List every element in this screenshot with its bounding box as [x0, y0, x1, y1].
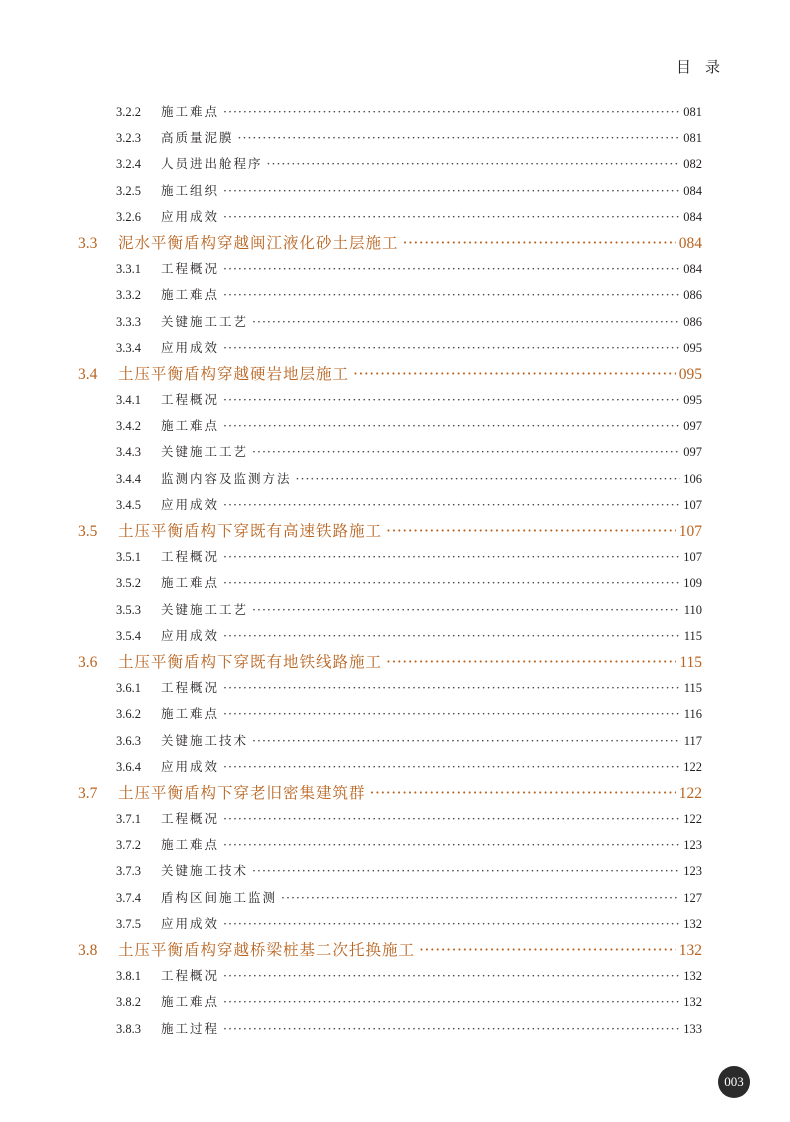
toc-number: 3.8.3 — [116, 1021, 141, 1036]
toc-entry[interactable] — [78, 282, 702, 308]
toc-number: 3.4 — [78, 365, 98, 383]
toc-entry[interactable] — [78, 675, 702, 701]
toc-leader-dots — [353, 361, 676, 387]
toc-leader-dots — [223, 701, 681, 727]
toc-page: 086 — [683, 314, 702, 329]
toc-title: 工程概况 — [161, 968, 220, 984]
toc-page: 133 — [683, 1021, 702, 1036]
toc-title: 施工难点 — [161, 994, 220, 1010]
toc-leader-dots — [223, 544, 680, 570]
toc-page: 132 — [683, 969, 702, 984]
toc-page: 132 — [678, 942, 702, 959]
toc-title: 应用成效 — [161, 339, 220, 355]
toc-number: 3.6.1 — [116, 681, 141, 696]
toc-page: 095 — [678, 365, 702, 383]
toc-entry[interactable] — [78, 309, 702, 335]
toc-page: 132 — [683, 995, 702, 1010]
toc-title: 人员进出舱程序 — [161, 156, 263, 172]
toc-entry[interactable] — [78, 570, 702, 596]
toc-number: 3.8.2 — [116, 995, 141, 1010]
toc-number: 3.3.4 — [116, 340, 141, 355]
toc-number: 3.5.4 — [116, 628, 141, 643]
toc-number: 3.7.4 — [116, 890, 141, 905]
toc-number: 3.7.3 — [116, 864, 141, 879]
toc-number: 3.8 — [78, 942, 98, 959]
toc-leader-dots — [370, 780, 676, 806]
toc-title: 施工难点 — [161, 104, 220, 119]
running-header: 目录 — [675, 58, 734, 76]
toc-leader-dots — [238, 125, 681, 151]
toc-page: 110 — [683, 602, 702, 617]
toc-leader-dots — [296, 466, 681, 492]
toc-page: 084 — [678, 234, 702, 252]
toc-page: 081 — [683, 131, 702, 146]
toc-entry[interactable] — [78, 125, 702, 151]
toc-entry[interactable] — [78, 728, 702, 754]
toc-number: 3.7 — [78, 784, 98, 802]
toc-page: 106 — [683, 471, 702, 486]
toc-entry[interactable] — [78, 413, 702, 439]
toc-page: 122 — [683, 812, 702, 827]
toc-number: 3.6.3 — [116, 733, 141, 748]
toc-number: 3.5 — [78, 523, 98, 540]
toc-leader-dots — [223, 570, 680, 596]
toc-leader-dots — [223, 754, 680, 780]
toc-title: 关键施工工艺 — [161, 601, 249, 617]
toc-leader-dots — [223, 387, 680, 413]
toc-number: 3.2.2 — [116, 105, 141, 119]
toc-page: 107 — [678, 523, 702, 540]
toc-entry[interactable] — [78, 832, 702, 858]
toc-leader-dots — [223, 911, 680, 937]
toc-leader-dots — [419, 937, 676, 963]
table-of-contents — [78, 99, 702, 1042]
toc-page: 095 — [683, 393, 702, 408]
toc-page: 097 — [683, 419, 702, 434]
toc-title: 施工难点 — [161, 418, 220, 434]
toc-page: 109 — [683, 576, 702, 591]
toc-number: 3.2.6 — [116, 209, 141, 224]
toc-leader-dots — [223, 832, 680, 858]
toc-number: 3.6 — [78, 653, 98, 671]
toc-leader-dots — [223, 335, 680, 361]
toc-title: 关键施工工艺 — [161, 444, 249, 460]
toc-title: 土压平衡盾构下穿既有地铁线路施工 — [118, 652, 383, 671]
toc-page: 123 — [683, 838, 702, 853]
toc-section-entry[interactable] — [78, 649, 702, 675]
toc-title: 应用成效 — [161, 915, 220, 931]
toc-page: 086 — [683, 288, 702, 303]
toc-title: 监测内容及监测方法 — [161, 470, 292, 486]
toc-page: 084 — [683, 209, 702, 224]
toc-title: 关键施工技术 — [161, 732, 249, 748]
toc-entry[interactable] — [78, 99, 702, 125]
toc-leader-dots — [252, 728, 681, 754]
toc-entry[interactable] — [78, 204, 702, 230]
toc-leader-dots — [223, 99, 680, 125]
toc-number: 3.3.1 — [116, 262, 141, 277]
toc-title: 土压平衡盾构穿越桥梁桩基二次托换施工 — [118, 941, 416, 959]
toc-title: 应用成效 — [161, 208, 220, 224]
toc-entry[interactable] — [78, 885, 702, 911]
toc-page: 084 — [683, 183, 702, 198]
toc-number: 3.3 — [78, 234, 98, 252]
toc-title: 工程概况 — [161, 811, 220, 827]
toc-page: 084 — [683, 262, 702, 277]
toc-entry[interactable] — [78, 1016, 702, 1042]
toc-leader-dots — [223, 989, 680, 1015]
toc-page: 081 — [683, 105, 702, 119]
toc-entry[interactable] — [78, 178, 702, 204]
toc-number: 3.7.5 — [116, 916, 141, 931]
toc-page: 082 — [683, 157, 702, 172]
toc-page: 122 — [678, 784, 702, 802]
page-number-badge: 003 — [718, 1066, 750, 1098]
toc-entry[interactable] — [78, 439, 702, 465]
toc-section-entry[interactable] — [78, 780, 702, 806]
toc-title: 高质量泥膜 — [161, 130, 234, 146]
toc-title: 施工难点 — [161, 706, 220, 722]
toc-number: 3.6.2 — [116, 707, 141, 722]
toc-entry[interactable] — [78, 989, 702, 1015]
toc-leader-dots — [252, 439, 680, 465]
toc-leader-dots — [223, 492, 680, 518]
toc-section-entry[interactable] — [78, 361, 702, 387]
toc-title: 施工难点 — [161, 837, 220, 853]
toc-leader-dots — [223, 963, 680, 989]
toc-number: 3.5.1 — [116, 550, 141, 565]
toc-title: 施工难点 — [161, 575, 220, 591]
toc-page: 115 — [683, 628, 702, 643]
toc-leader-dots — [403, 230, 676, 256]
toc-title: 应用成效 — [161, 496, 220, 512]
toc-title: 盾构区间施工监测 — [161, 889, 278, 905]
toc-number: 3.8.1 — [116, 969, 141, 984]
toc-entry[interactable] — [78, 151, 702, 177]
toc-entry[interactable] — [78, 335, 702, 361]
toc-number: 3.6.4 — [116, 759, 141, 774]
toc-leader-dots — [223, 256, 680, 282]
toc-number: 3.2.4 — [116, 157, 141, 172]
toc-page: 107 — [683, 497, 702, 512]
toc-entry[interactable] — [78, 701, 702, 727]
toc-leader-dots — [223, 178, 680, 204]
toc-title: 关键施工工艺 — [161, 313, 249, 329]
toc-leader-dots — [223, 806, 680, 832]
toc-leader-dots — [223, 623, 681, 649]
toc-entry[interactable] — [78, 544, 702, 570]
toc-page: 097 — [683, 445, 702, 460]
toc-title: 应用成效 — [161, 627, 220, 643]
toc-leader-dots — [223, 1016, 680, 1042]
toc-title: 土压平衡盾构下穿老旧密集建筑群 — [118, 783, 366, 802]
toc-title: 土压平衡盾构下穿既有高速铁路施工 — [118, 522, 383, 540]
toc-page: 107 — [683, 550, 702, 565]
toc-title: 工程概况 — [161, 392, 220, 408]
toc-section-entry[interactable] — [78, 937, 702, 963]
toc-page: 127 — [683, 890, 702, 905]
toc-page: 132 — [683, 916, 702, 931]
toc-leader-dots — [267, 151, 681, 177]
toc-entry[interactable] — [78, 623, 702, 649]
toc-entry[interactable] — [78, 754, 702, 780]
toc-number: 3.4.1 — [116, 393, 141, 408]
toc-number: 3.3.3 — [116, 314, 141, 329]
toc-title: 施工难点 — [161, 287, 220, 303]
toc-leader-dots — [386, 518, 676, 544]
toc-leader-dots — [252, 858, 680, 884]
toc-number: 3.5.2 — [116, 576, 141, 591]
toc-number: 3.4.5 — [116, 497, 141, 512]
toc-leader-dots — [223, 675, 681, 701]
toc-page: 116 — [683, 707, 702, 722]
toc-leader-dots — [252, 309, 680, 335]
toc-title: 泥水平衡盾构穿越闽江液化砂土层施工 — [118, 233, 399, 252]
toc-leader-dots — [386, 649, 676, 675]
toc-page: 095 — [683, 340, 702, 355]
toc-page: 117 — [683, 733, 702, 748]
toc-entry[interactable] — [78, 858, 702, 884]
toc-leader-dots — [281, 885, 680, 911]
toc-title: 土压平衡盾构穿越硬岩地层施工 — [118, 364, 350, 383]
toc-title: 工程概况 — [161, 261, 220, 277]
toc-page: 115 — [683, 681, 702, 696]
toc-title: 应用成效 — [161, 758, 220, 774]
toc-title: 关键施工技术 — [161, 863, 249, 879]
toc-title: 施工组织 — [161, 182, 220, 198]
toc-number: 3.2.3 — [116, 131, 141, 146]
toc-section-entry[interactable] — [78, 518, 702, 544]
toc-number: 3.5.3 — [116, 602, 141, 617]
toc-leader-dots — [223, 282, 680, 308]
toc-leader-dots — [223, 204, 680, 230]
toc-number: 3.4.2 — [116, 419, 141, 434]
toc-number: 3.4.4 — [116, 471, 141, 486]
toc-entry[interactable] — [78, 256, 702, 282]
toc-entry[interactable] — [78, 806, 702, 832]
toc-section-entry[interactable] — [78, 230, 702, 256]
toc-number: 3.3.2 — [116, 288, 141, 303]
toc-page: 123 — [683, 864, 702, 879]
toc-entry[interactable] — [78, 597, 702, 623]
toc-entry[interactable] — [78, 387, 702, 413]
toc-entry[interactable] — [78, 963, 702, 989]
toc-entry[interactable] — [78, 466, 702, 492]
toc-number: 3.4.3 — [116, 445, 141, 460]
toc-number: 3.7.1 — [116, 812, 141, 827]
toc-leader-dots — [223, 413, 680, 439]
toc-number: 3.7.2 — [116, 838, 141, 853]
toc-title: 工程概况 — [161, 549, 220, 565]
toc-entry[interactable] — [78, 492, 702, 518]
toc-title: 施工过程 — [161, 1020, 220, 1036]
toc-leader-dots — [252, 597, 681, 623]
toc-number: 3.2.5 — [116, 183, 141, 198]
toc-page: 115 — [679, 653, 702, 671]
toc-page: 122 — [683, 759, 702, 774]
toc-title: 工程概况 — [161, 680, 220, 696]
toc-entry[interactable] — [78, 911, 702, 937]
